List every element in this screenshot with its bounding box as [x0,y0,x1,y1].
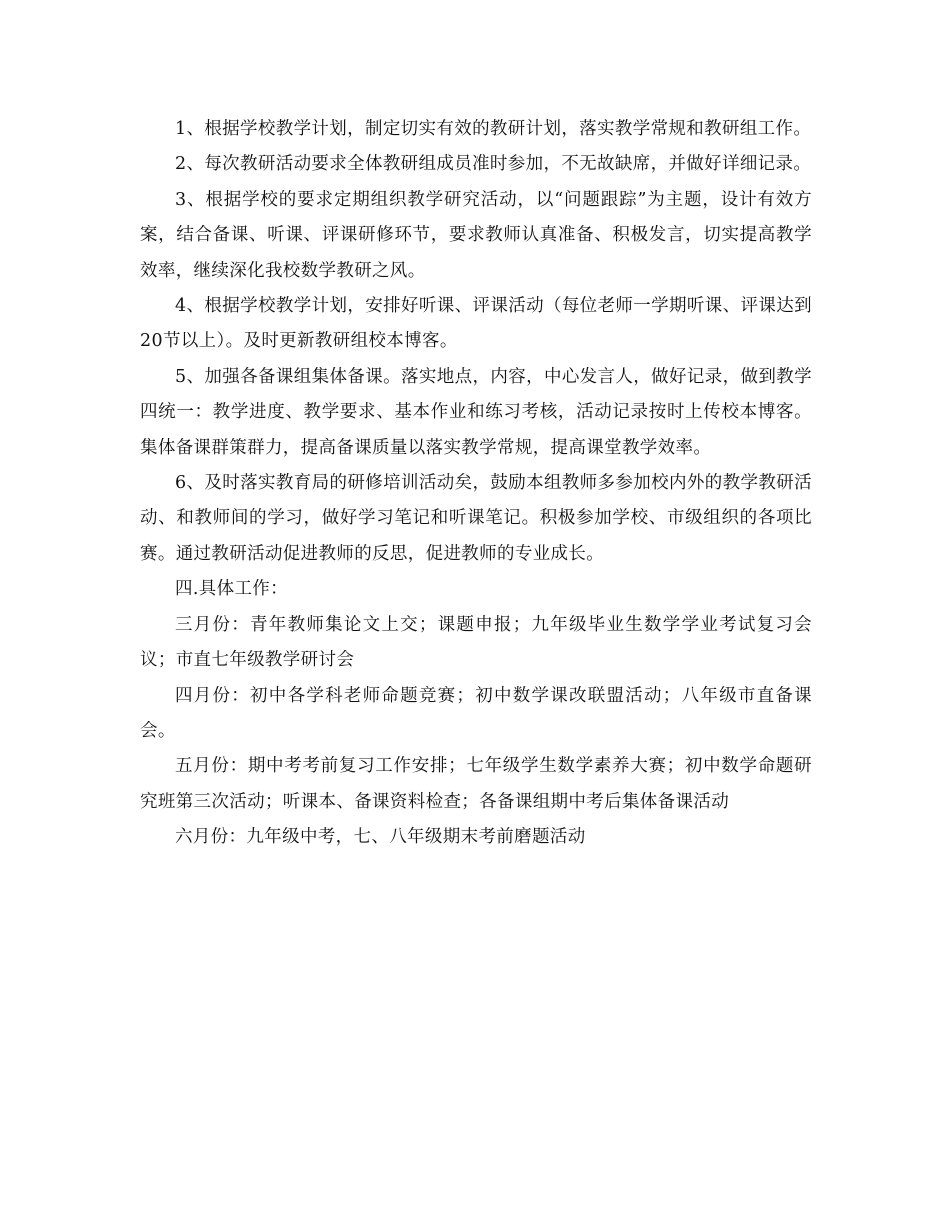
paragraph-item-4: 4、根据学校教学计划，安排好听课、评课活动（每位老师一学期听课、评课达到20节以上）。及时更新教研组校本博客。 [140,296,812,352]
document-body [140,112,812,856]
paragraph-item-5: 5、加强各备课组集体备课。落实地点，内容，中心发言人，做好记录，做到教学四统一：教学进度、教学要求、基本作业和练习考核，活动记录按时上传校本博客。集体备课群策群力，提高备课质量以落实教学常规，提高课堂教学效率。 [140,366,812,458]
schedule-march: 三月份：青年教师集论文上交；课题申报；九年级毕业生数学学业考试复习会议；市直七年级教学研讨会 [140,614,812,671]
paragraph-item-3: 3、根据学校的要求定期组织教学研究活动，以“问题跟踪”为主题，设计有效方案，结合备课、听课、评课研修环节，要求教师认真准备、积极发言，切实提高教学效率，继续深化我校数学教研之风。 [140,189,812,281]
schedule-may: 五月份：期中考考前复习工作安排；七年级学生数学素养大赛；初中数学命题研究班第三次活动；听课本、备课资料检查；各备课组期中考后集体备课活动 [140,756,812,812]
schedule-june: 六月份：九年级中考，七、八年级期末考前磨题活动 [175,827,586,848]
paragraph-item-6: 6、及时落实教育局的研修培训活动矣，鼓励本组教师多参加校内外的教学教研活动、和教师间的学习，做好学习笔记和听课笔记。积极参加学校、市级组织的各项比赛。通过教研活动促进教师的反思，促进教师的专业成长。 [140,473,812,564]
paragraph-item-1: 1、根据学校教学计划，制定切实有效的教研计划，落实教学常规和教研组工作。 [175,119,812,139]
section-heading-specific-work: 四.具体工作： [175,579,289,600]
paragraph-item-2: 2、每次教研活动要求全体教研组成员准时参加，不无故缺席，并做好详细记录。 [175,154,812,175]
schedule-april: 四月份：初中各学科老师命题竞赛；初中数学课改联盟活动；八年级市直备课会。 [140,685,812,741]
